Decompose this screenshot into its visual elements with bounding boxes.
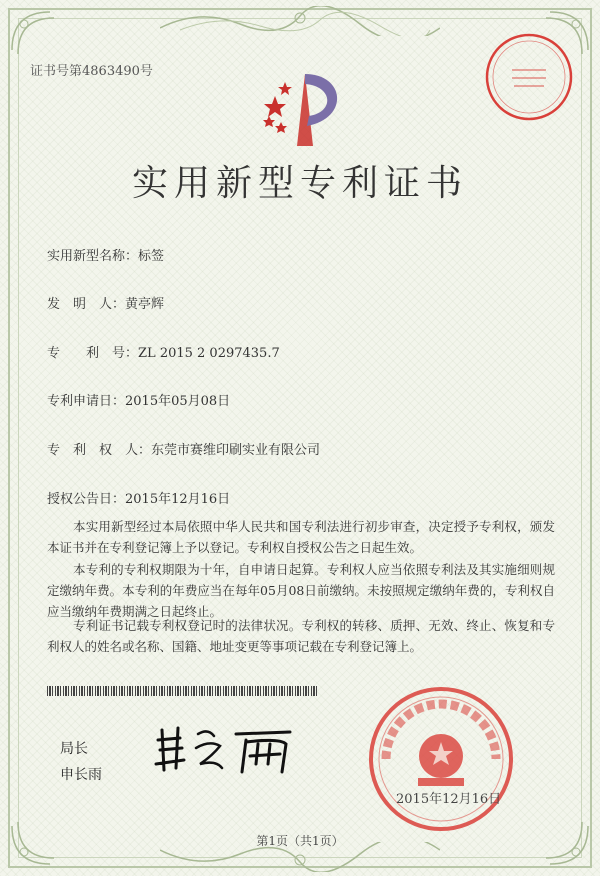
page-number: 第1页（共1页） (256, 834, 344, 848)
field-inventor: 发 明 人：黄亭辉 (47, 297, 165, 312)
paragraph-2: 本专利的专利权期限为十年，自申请日起算。专利权人应当依照专利法及其实施细则规定缴纳年费。本专利的年费应当在每年05月08日前缴纳。未按照规定缴纳年费的，专利权自应当缴纳年费期满之日起终止。 (47, 562, 555, 619)
ornament-corner-tl (10, 10, 60, 60)
paragraph-1: 本实用新型经过本局依照中华人民共和国专利法进行初步审查，决定授予专利权，颁发本证书并在专利登记簿上予以登记。专利权自授权公告之日起生效。 (47, 519, 555, 555)
field-patent-number: 专 利 号：ZL 2015 2 0297435.7 (47, 346, 280, 361)
certificate-number: 证书号第4863490号 (30, 64, 153, 79)
certificate-title: 实用新型专利证书 (131, 163, 468, 204)
barcode (47, 686, 317, 696)
director-title: 局长 (60, 741, 88, 757)
ornament-top (160, 6, 440, 36)
director-name: 申长雨 (60, 767, 102, 783)
patent-office-logo (255, 68, 355, 148)
printing-seal (484, 32, 574, 122)
field-grant-date: 授权公告日：2015年12月16日 (47, 492, 231, 507)
paragraph-3: 专利证书记载专利权登记时的法律状况。专利权的转移、质押、无效、终止、恢复和专利权人的姓名或名称、国籍、地址变更等事项记载在专利登记簿上。 (47, 618, 555, 654)
director-signature (150, 720, 300, 780)
national-ip-office-seal (366, 684, 516, 834)
issue-date: 2015年12月16日 (396, 792, 502, 807)
field-patentee: 专 利 权 人：东莞市赛维印刷实业有限公司 (47, 443, 321, 458)
field-application-date: 专利申请日：2015年05月08日 (47, 394, 231, 409)
field-name: 实用新型名称：标签 (47, 249, 165, 264)
